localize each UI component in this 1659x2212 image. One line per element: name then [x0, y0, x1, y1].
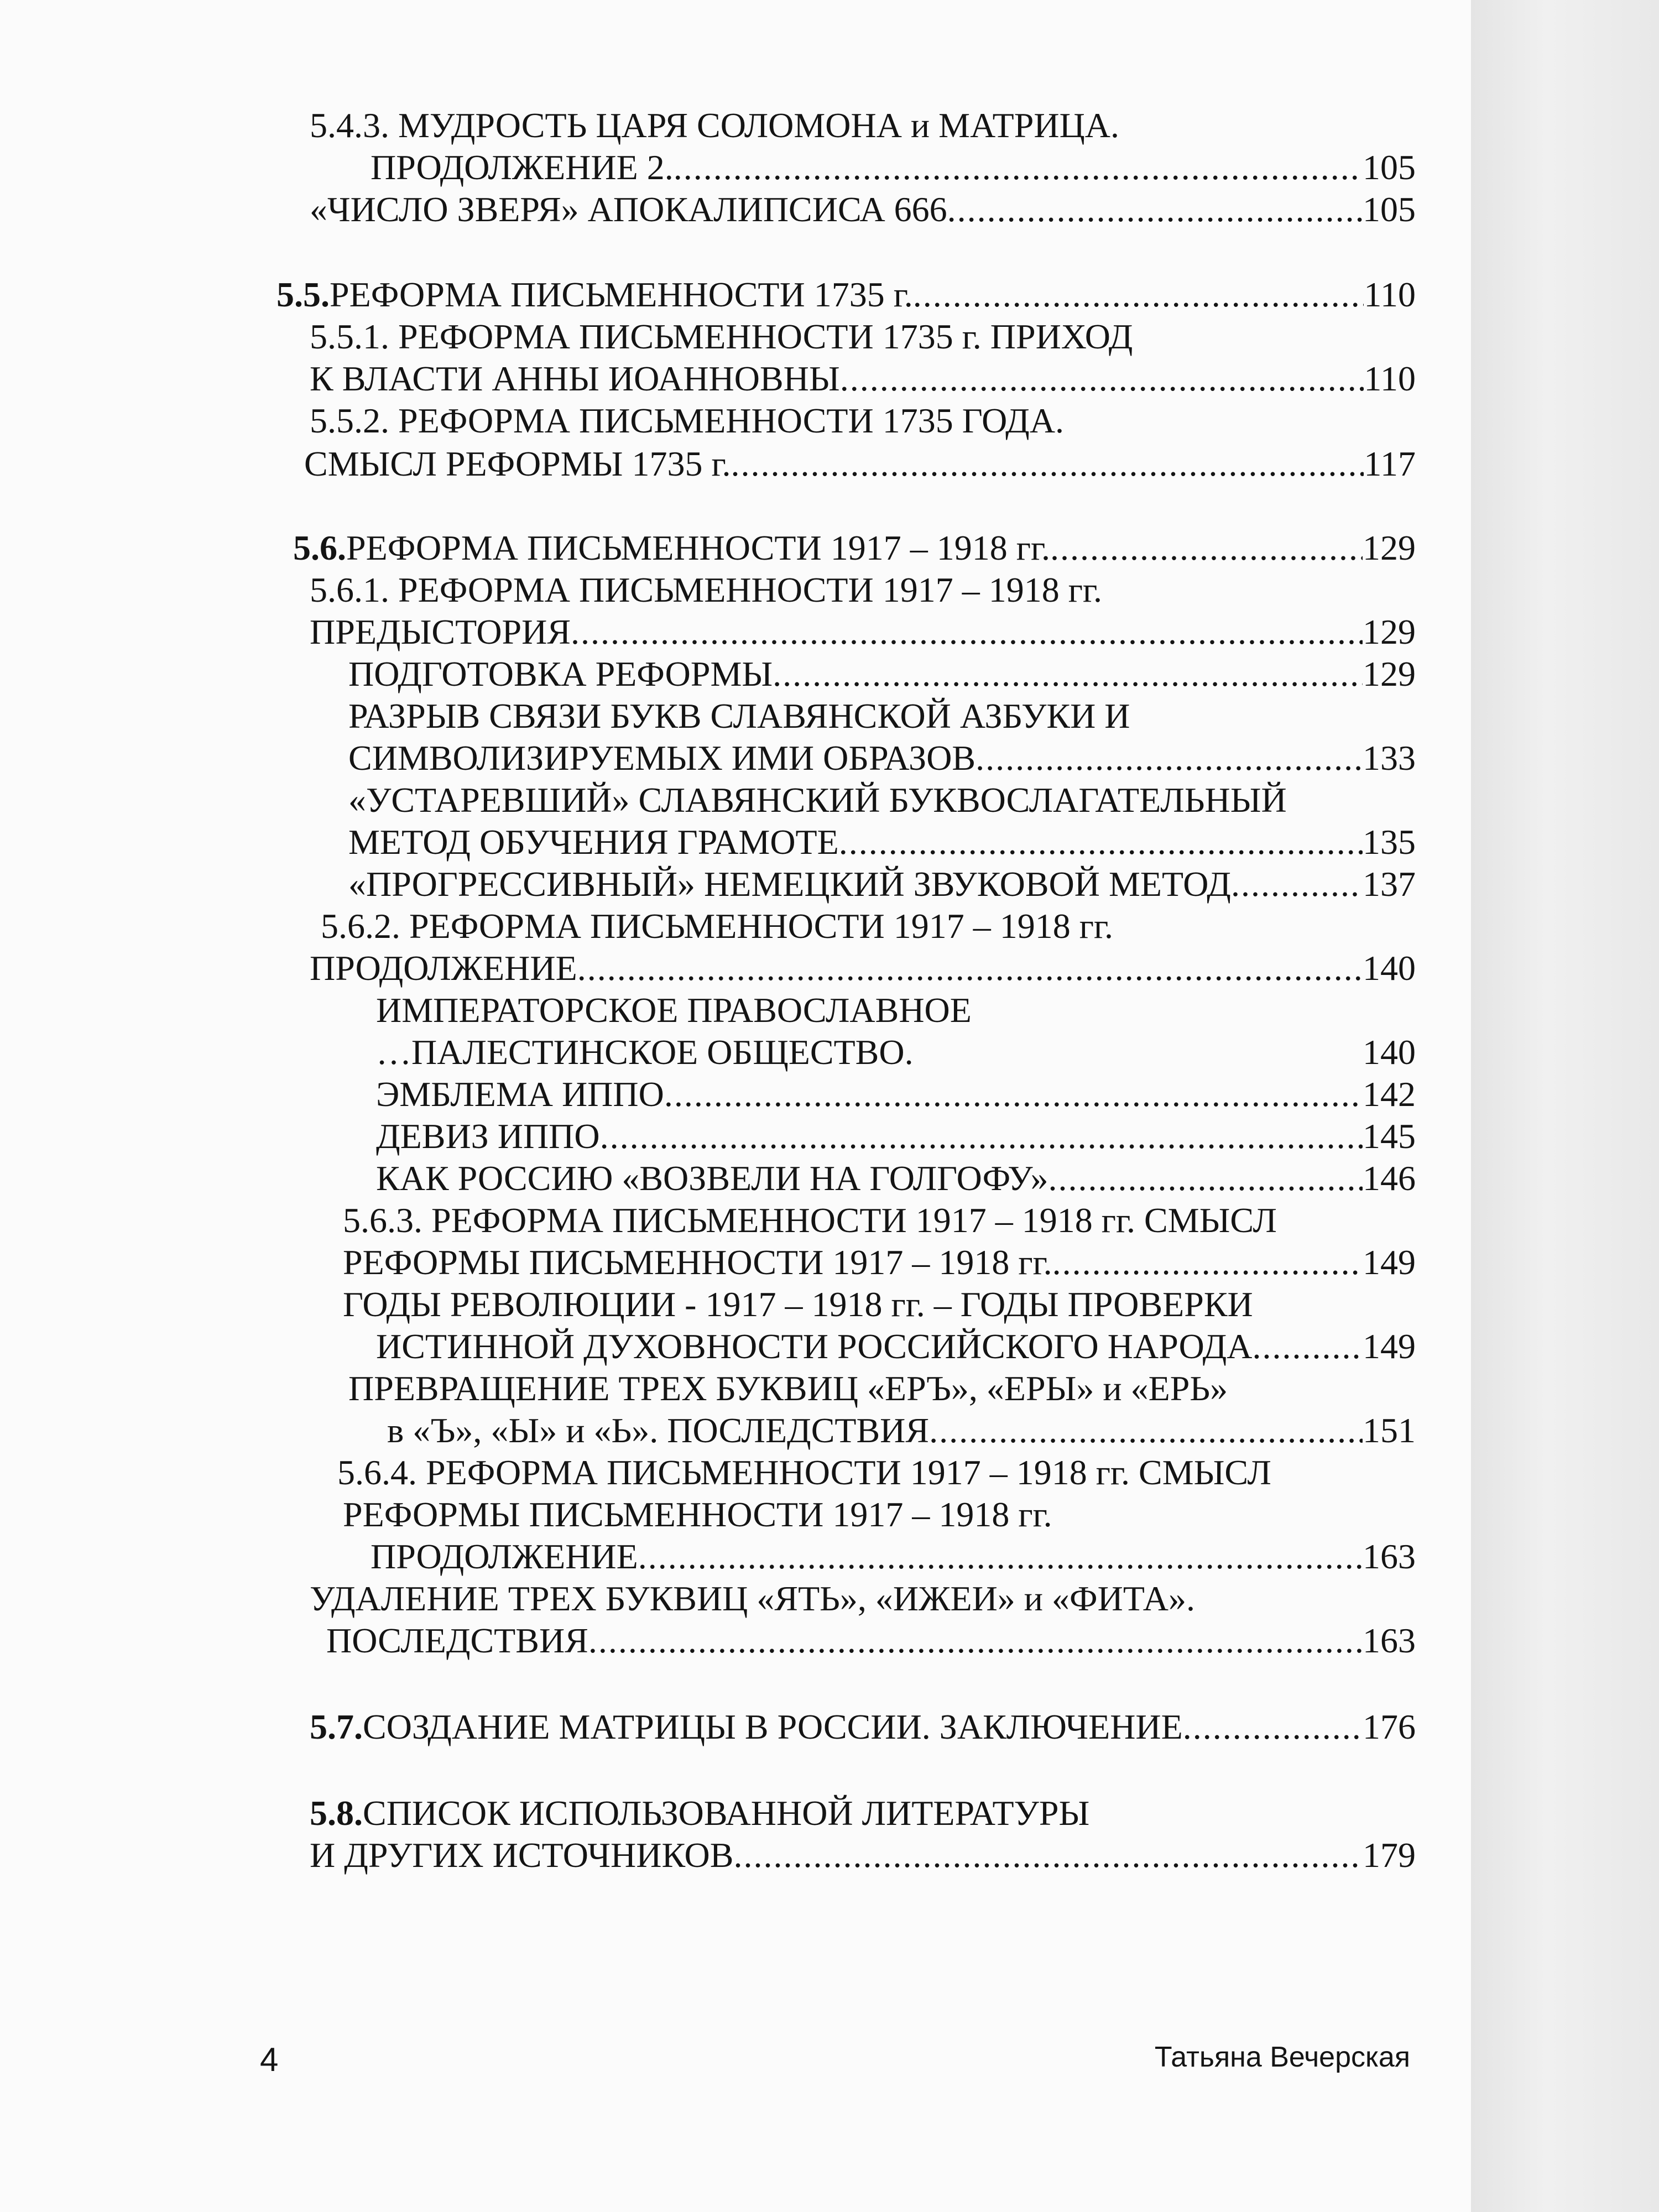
dot-leader	[674, 146, 1363, 189]
toc-entry	[310, 568, 1102, 612]
toc-entry-title: ПРОДОЛЖЕНИЕ	[310, 948, 577, 988]
table-of-contents	[276, 0, 1416, 2212]
toc-entry-title: ДЕВИЗ ИППО	[376, 1117, 600, 1156]
toc-entry-title: СИМВОЛИЗИРУЕМЫХ ИМИ ОБРАЗОВ	[348, 738, 976, 778]
toc-entry	[376, 989, 972, 1032]
toc-entry-title: ПРОДОЛЖЕНИЕ 2.	[371, 148, 674, 187]
dot-leader	[1052, 1241, 1363, 1284]
dot-leader	[733, 1834, 1363, 1877]
toc-entry	[343, 1283, 1253, 1326]
toc-entry-title: «ЧИСЛО ЗВЕРЯ» АПОКАЛИПСИСА 666	[310, 190, 947, 229]
toc-entry	[343, 1493, 1052, 1536]
toc-entry	[310, 357, 1416, 400]
toc-entry-title: 5.6.4. РЕФОРМА ПИСЬМЕННОСТИ 1917 – 1918 гг. СМЫСЛ	[337, 1453, 1271, 1492]
toc-entry-title: ПРЕДЫСТОРИЯ	[310, 612, 571, 651]
dot-leader	[913, 273, 1364, 316]
dot-leader	[929, 1409, 1363, 1452]
toc-entry-section	[310, 1705, 1416, 1749]
toc-entry-title: РЕФОРМЫ ПИСЬМЕННОСТИ 1917 – 1918 гг.	[343, 1495, 1052, 1534]
toc-entry	[348, 1367, 1228, 1410]
toc-entry	[376, 1157, 1416, 1200]
toc-entry-title: ПОСЛЕДСТВИЯ	[326, 1621, 588, 1660]
toc-entry	[348, 737, 1416, 780]
toc-entry	[343, 1241, 1416, 1284]
dot-leader	[600, 1115, 1363, 1158]
dot-leader	[571, 611, 1363, 654]
dot-leader	[947, 188, 1363, 231]
dot-leader	[731, 442, 1364, 486]
toc-entry-page: 135	[1363, 822, 1416, 862]
toc-entry-page: 140	[1363, 948, 1416, 988]
toc-entry	[326, 1619, 1416, 1662]
toc-entry-title: ИМПЕРАТОРСКОЕ ПРАВОСЛАВНОЕ	[376, 990, 972, 1030]
toc-entry-title: 5.4.3. МУДРОСТЬ ЦАРЯ СОЛОМОНА и МАТРИЦА.	[310, 106, 1119, 145]
toc-entry-page: 133	[1363, 738, 1416, 778]
toc-entry-page: 142	[1363, 1074, 1416, 1114]
page-number: 4	[260, 2041, 279, 2078]
dot-leader	[1048, 1157, 1363, 1200]
toc-entry-page: 129	[1363, 528, 1416, 567]
toc-entry	[343, 1199, 1277, 1242]
toc-entry-page: 163	[1363, 1621, 1416, 1660]
toc-entry-page: 179	[1363, 1835, 1416, 1875]
toc-entry	[321, 905, 1113, 948]
toc-entry-title: РЕФОРМА ПИСЬМЕННОСТИ 1735 г.	[330, 275, 913, 314]
toc-entry-page: 146	[1363, 1159, 1416, 1198]
toc-entry	[376, 1031, 1416, 1074]
toc-entry	[348, 863, 1416, 906]
toc-entry-section	[310, 1792, 1089, 1835]
toc-entry-title: ЭМБЛЕМА ИППО	[376, 1074, 664, 1114]
adjacent-page-edge	[1471, 0, 1659, 2212]
toc-entry-page: 149	[1363, 1243, 1416, 1282]
toc-entry-title: в «Ъ», «Ы» и «Ь». ПОСЛЕДСТВИЯ	[387, 1411, 930, 1450]
toc-entry	[376, 1073, 1416, 1116]
toc-entry-title: РЕФОРМА ПИСЬМЕННОСТИ 1917 – 1918 гг.	[346, 528, 1050, 567]
toc-entry-page: 149	[1363, 1327, 1416, 1366]
dot-leader	[664, 1073, 1363, 1116]
toc-entry-title: СПИСОК ИСПОЛЬЗОВАННОЙ ЛИТЕРАТУРЫ	[363, 1793, 1090, 1833]
dot-leader	[638, 1535, 1363, 1578]
toc-entry-page: 163	[1363, 1537, 1416, 1576]
toc-entry	[310, 399, 1064, 442]
running-footer-author: Татьяна Вечерская	[1154, 2041, 1410, 2073]
toc-entry-title: КАК РОССИЮ «ВОЗВЕЛИ НА ГОЛГОФУ»	[376, 1159, 1048, 1198]
section-number: 5.8.	[310, 1793, 363, 1833]
dot-leader	[1050, 526, 1363, 570]
toc-entry	[348, 821, 1416, 864]
toc-entry	[310, 947, 1416, 990]
toc-entry-page: 105	[1363, 148, 1416, 187]
toc-entry	[310, 1834, 1416, 1877]
toc-entry	[310, 1577, 1195, 1620]
toc-entry	[310, 188, 1416, 231]
toc-entry-title: «УСТАРЕВШИЙ» СЛАВЯНСКИЙ БУКВОСЛАГАТЕЛЬНЫЙ	[348, 780, 1287, 820]
toc-entry-title: 5.6.1. РЕФОРМА ПИСЬМЕННОСТИ 1917 – 1918 гг.	[310, 570, 1102, 609]
toc-entry-title: 5.6.2. РЕФОРМА ПИСЬМЕННОСТИ 1917 – 1918 гг.	[321, 906, 1113, 946]
toc-entry-page: 110	[1364, 275, 1416, 314]
toc-entry-title: И ДРУГИХ ИСТОЧНИКОВ	[310, 1835, 734, 1875]
toc-entry	[310, 611, 1416, 654]
dot-leader	[588, 1619, 1363, 1662]
toc-entry	[348, 779, 1287, 822]
toc-entry-title: К ВЛАСТИ АННЫ ИОАННОВНЫ	[310, 359, 840, 398]
dot-leader	[1183, 1705, 1363, 1749]
toc-entry	[310, 104, 1119, 147]
toc-entry-page: 129	[1363, 612, 1416, 651]
toc-entry-title: РЕФОРМЫ ПИСЬМЕННОСТИ 1917 – 1918 гг.	[343, 1243, 1052, 1282]
toc-entry-title: РАЗРЫВ СВЯЗИ БУКВ СЛАВЯНСКОЙ АЗБУКИ И	[348, 696, 1130, 735]
toc-entry-title: ИСТИННОЙ ДУХОВНОСТИ РОССИЙСКОГО НАРОДА	[376, 1327, 1253, 1366]
toc-entry-title: …ПАЛЕСТИНСКОЕ ОБЩЕСТВО.	[376, 1032, 914, 1072]
toc-entry	[304, 442, 1416, 486]
dot-leader	[840, 357, 1364, 400]
toc-entry-page: 140	[1363, 1032, 1416, 1072]
toc-entry-title: ПРЕВРАЩЕНИЕ ТРЕХ БУКВИЦ «ЕРЪ», «ЕРЫ» и «ЕРЬ»	[348, 1369, 1228, 1408]
toc-entry-section	[276, 273, 1416, 316]
dot-leader	[1231, 863, 1363, 906]
section-number: 5.6.	[293, 528, 346, 567]
toc-entry-page: 105	[1363, 190, 1416, 229]
toc-entry-title: 5.5.1. РЕФОРМА ПИСЬМЕННОСТИ 1735 г. ПРИХОД	[310, 317, 1133, 356]
toc-entry	[387, 1409, 1416, 1452]
dot-leader	[1252, 1325, 1363, 1368]
toc-entry	[310, 315, 1133, 358]
toc-entry-title: ПОДГОТОВКА РЕФОРМЫ	[348, 654, 773, 693]
toc-entry-section	[293, 526, 1416, 570]
toc-entry	[348, 695, 1130, 738]
toc-entry-page: 176	[1363, 1707, 1416, 1746]
section-number: 5.7.	[310, 1707, 363, 1746]
toc-entry-title: СМЫСЛ РЕФОРМЫ 1735 г.	[304, 444, 731, 483]
toc-entry-page: 137	[1363, 864, 1416, 904]
dot-leader	[839, 821, 1363, 864]
toc-entry	[376, 1325, 1416, 1368]
toc-entry-page: 110	[1364, 359, 1416, 398]
dot-leader	[975, 737, 1363, 780]
toc-entry-title: МЕТОД ОБУЧЕНИЯ ГРАМОТЕ	[348, 822, 839, 862]
dot-leader	[577, 947, 1363, 990]
toc-entry	[371, 1535, 1416, 1578]
toc-entry-title: УДАЛЕНИЕ ТРЕХ БУКВИЦ «ЯТЬ», «ИЖЕИ» и «ФИТА».	[310, 1579, 1195, 1618]
toc-entry	[337, 1451, 1271, 1494]
toc-entry-title: 5.6.3. РЕФОРМА ПИСЬМЕННОСТИ 1917 – 1918 гг. СМЫСЛ	[343, 1201, 1277, 1240]
toc-entry	[348, 653, 1416, 696]
toc-entry-page: 151	[1363, 1411, 1416, 1450]
section-number: 5.5.	[276, 275, 330, 314]
toc-entry	[376, 1115, 1416, 1158]
toc-entry-title: 5.5.2. РЕФОРМА ПИСЬМЕННОСТИ 1735 ГОДА.	[310, 401, 1065, 440]
toc-entry-title: ПРОДОЛЖЕНИЕ	[371, 1537, 638, 1576]
toc-entry-title: ГОДЫ РЕВОЛЮЦИИ - 1917 – 1918 гг. – ГОДЫ ПРОВЕРКИ	[343, 1285, 1253, 1324]
toc-entry-title: СОЗДАНИЕ МАТРИЦЫ В РОССИИ. ЗАКЛЮЧЕНИЕ	[363, 1707, 1183, 1746]
toc-entry-page: 145	[1363, 1117, 1416, 1156]
dot-leader	[773, 653, 1363, 696]
toc-entry-page: 129	[1363, 654, 1416, 693]
toc-entry-page: 117	[1364, 444, 1416, 483]
toc-entry-title: «ПРОГРЕССИВНЫЙ» НЕМЕЦКИЙ ЗВУКОВОЙ МЕТОД	[348, 864, 1231, 904]
toc-entry	[371, 146, 1416, 189]
